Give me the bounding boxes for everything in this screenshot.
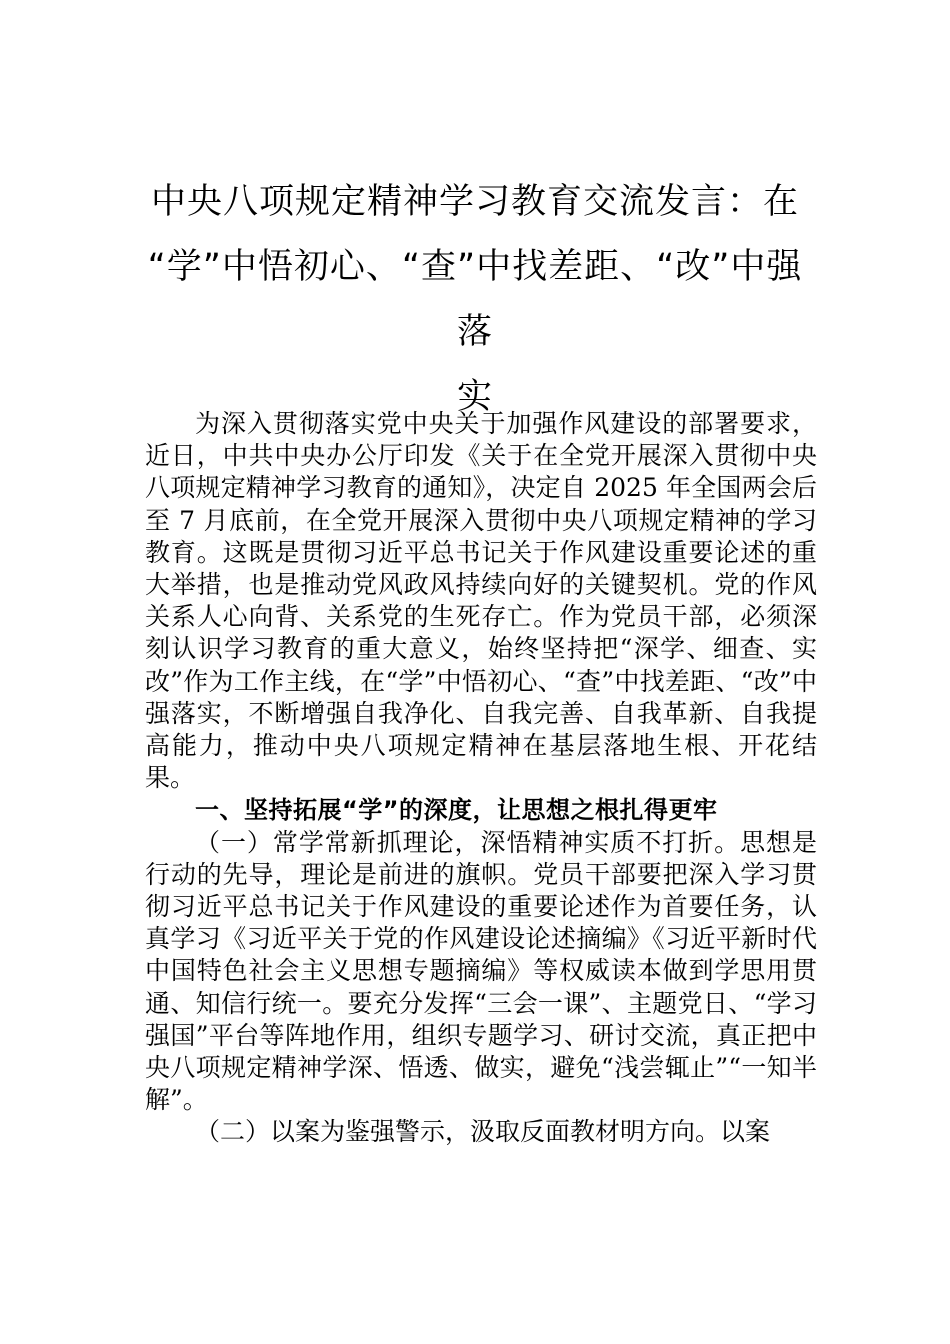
document-title [140, 170, 810, 430]
title-line-1: 中央八项规定精神学习教育交流发言：在 [150, 182, 799, 222]
title-line-3: 实 [456, 377, 493, 417]
intro-paragraph: 为深入贯彻落实党中央关于加强作风建设的部署要求，近日，中共中央办公厅印发《关于在全党开展深入贯彻中央八项规定精神学习教育的通知》，决定自 2025 年全国两会后至 7 月底前，在全党开展深入贯彻中央八项规定精神的学习教育。这既是贯彻习近平总书记关于作风建设重要论述的重大举措，也是推动党风政风持续向好的关键契机。党的作风关系人心向背、关系党的生死存亡。作为党员干部，必须深刻认识学习教育的重大意义，始终坚持把“深学、细查、实改”作为工作主线，在“学”中悟初心、“查”中找差距、“改”中强落实，不断增强自我净化、自我完善、自我革新、自我提高能力，推动中央八项规定精神在基层落地生根、开花结果。 [145, 409, 817, 793]
title-line-2: “学”中悟初心、“查”中找差距、“改”中强落 [147, 247, 803, 352]
document-body [145, 408, 817, 1149]
paragraph-item-2: （二）以案为鉴强警示，汲取反面教材明方向。以案 [195, 1117, 771, 1147]
paragraph-item-1: （一）常学常新抓理论，深悟精神实质不打折。思想是行动的先导，理论是前进的旗帜。党员干部要把深入学习贯彻习近平总书记关于作风建设的重要论述作为首要任务，认真学习《习近平关于党的作风建设论述摘编》《习近平新时代中国特色社会主义思想专题摘编》等权威读本做到学思用贯通、知信行统一。要充分发挥“三会一课”、主题党日、“学习强国”平台等阵地作用，组织专题学习、研讨交流，真正把中央八项规定精神学深、悟透、做实，避免“浅尝辄止”“一知半解”。 [145, 827, 817, 1115]
section-heading-1: 一、坚持拓展“学”的深度，让思想之根扎得更牢 [195, 796, 718, 825]
